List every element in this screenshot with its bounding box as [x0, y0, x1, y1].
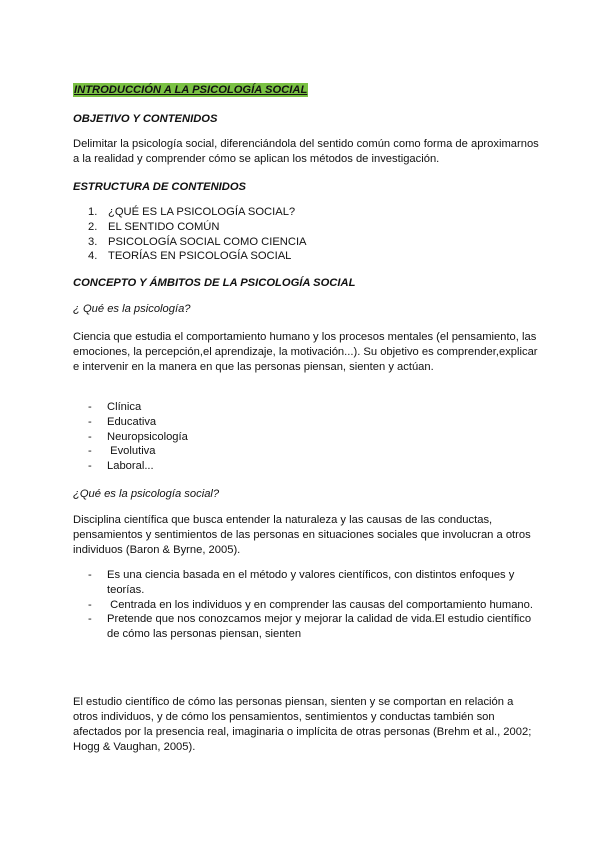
list-item: - Laboral...	[88, 460, 154, 473]
list-item: - Educativa	[88, 415, 157, 428]
question-psicologia-social: ¿Qué es la psicología social?	[73, 488, 220, 500]
list-item: 1. ¿QUÉ ES LA PSICOLOGÍA SOCIAL?	[88, 206, 296, 218]
section-heading-objetivo: OBJETIVO Y CONTENIDOS	[73, 113, 218, 125]
paragraph-psicologia: Ciencia que estudia el comportamiento humano y los procesos mentales (el pensamiento, las emociones, la percepción,el aprendizaje, la motivación...). Su objetivo es comprender,explicar e intervenir en la manera en que las personas piensan, sienten y actúan.	[73, 331, 538, 373]
list-item: 2. EL SENTIDO COMÚN	[88, 220, 220, 233]
question-psicologia: ¿ Qué es la psicología?	[73, 303, 191, 315]
contents-list	[88, 205, 307, 264]
list-item: 3. PSICOLOGÍA SOCIAL COMO CIENCIA	[88, 235, 307, 248]
list-item: - Centrada en los individuos y en comprender las causas del comportamiento humano.	[88, 598, 533, 611]
list-item: - Pretende que nos conozcamos mejor y mejorar la calidad de vida.El estudio científico de cómo las personas piensan, sienten	[88, 613, 532, 641]
paragraph-psicologia-social: Disciplina científica que busca entender la naturaleza y las causas de las conductas, pensamientos y sentimientos de las personas en situaciones sociales que involucran a otros individuos (Baron & Byrne, 2005).	[73, 514, 531, 556]
list-item: 4. TEORÍAS EN PSICOLOGÍA SOCIAL	[88, 250, 292, 263]
list-item: - Evolutiva	[88, 445, 156, 458]
paragraph-objetivo: Delimitar la psicología social, diferenciándola del sentido común como forma de aproximarnos a la realidad y comprender cómo se aplican los métodos de investigación.	[73, 138, 539, 165]
paragraph-definicion: El estudio científico de cómo las personas piensan, sienten y se comportan en relación a otros individuos, y de cómo los pensamientos, sentimientos y conductas también son afectados por la presencia real, imaginaria o implícita de otras personas (Brehm et al., 2002; Hogg & Vaughan, 2005).	[73, 696, 532, 753]
list-item: - Es una ciencia basada en el método y valores científicos, con distintos enfoques y teorías.	[88, 569, 515, 596]
features-list	[88, 568, 540, 642]
page-title: INTRODUCCIÓN A LA PSICOLOGÍA SOCIAL	[74, 84, 308, 96]
list-item: - Clínica	[88, 401, 142, 413]
section-heading-estructura: ESTRUCTURA DE CONTENIDOS	[73, 181, 246, 193]
areas-list	[88, 400, 188, 474]
list-item: - Neuropsicología	[88, 430, 188, 443]
section-heading-concepto: CONCEPTO Y ÁMBITOS DE LA PSICOLOGÍA SOCIAL	[73, 277, 356, 289]
